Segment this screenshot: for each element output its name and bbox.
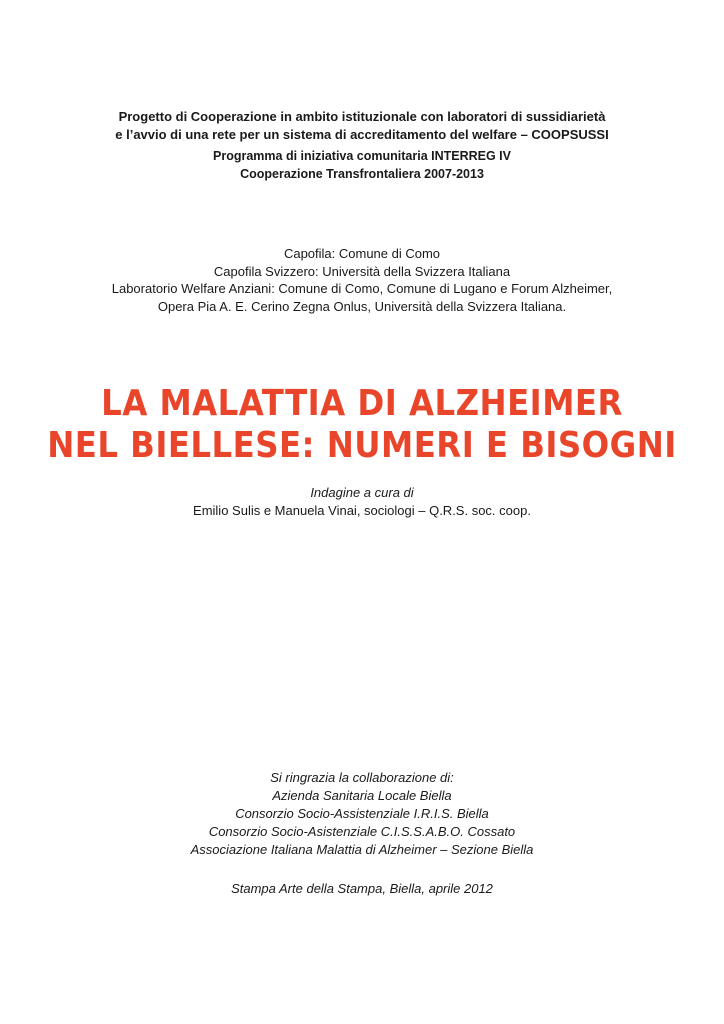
lab-line-1: Laboratorio Welfare Anziani: Comune di Como, Comune di Lugano e Forum Alzheimer, xyxy=(111,281,613,296)
program-line-1: Programma di iniziativa comunitaria INTERREG IV xyxy=(213,149,511,163)
project-heading xyxy=(0,108,724,144)
document-title xyxy=(36,383,688,467)
survey-intro: Indagine a cura di xyxy=(310,485,414,500)
printer-text: Stampa Arte della Stampa, Biella, aprile 2012 xyxy=(231,881,493,896)
project-line-1: Progetto di Cooperazione in ambito istituzionale con laboratori di sussidiarietà xyxy=(118,109,606,124)
survey-authors: Emilio Sulis e Manuela Vinai, sociologi – Q.R.S. soc. coop. xyxy=(193,503,531,518)
partners-block xyxy=(0,245,724,315)
lead-partner: Capofila: Comune di Como xyxy=(283,246,441,261)
lab-line-2: Opera Pia A. E. Cerino Zegna Onlus, Università della Svizzera Italiana. xyxy=(157,298,567,314)
acknowledgements xyxy=(0,769,724,859)
lead-partner-swiss: Capofila Svizzero: Università della Svizzera Italiana xyxy=(213,263,511,279)
title-line-1: LA MALATTIA DI ALZHEIMER xyxy=(101,383,623,424)
project-line-2: e l’avvio di una rete per un sistema di accreditamento del welfare – COOPSUSSI xyxy=(115,127,609,142)
thanks-item: Azienda Sanitaria Locale Biella xyxy=(272,788,452,803)
thanks-intro: Si ringrazia la collaborazione di: xyxy=(270,770,454,785)
survey-credits xyxy=(0,484,724,520)
title-line-2: NEL BIELLESE: NUMERI E BISOGNI xyxy=(47,425,677,466)
thanks-item: Associazione Italiana Malattia di Alzheimer – Sezione Biella xyxy=(190,842,534,857)
program-line-2: Cooperazione Transfrontaliera 2007-2013 xyxy=(240,167,484,181)
printer-colophon xyxy=(0,880,724,898)
thanks-item: Consorzio Socio-Assistenziale I.R.I.S. Biella xyxy=(235,806,489,821)
program-heading xyxy=(0,147,724,183)
thanks-item: Consorzio Socio-Asistenziale C.I.S.S.A.B.O. Cossato xyxy=(208,824,516,839)
